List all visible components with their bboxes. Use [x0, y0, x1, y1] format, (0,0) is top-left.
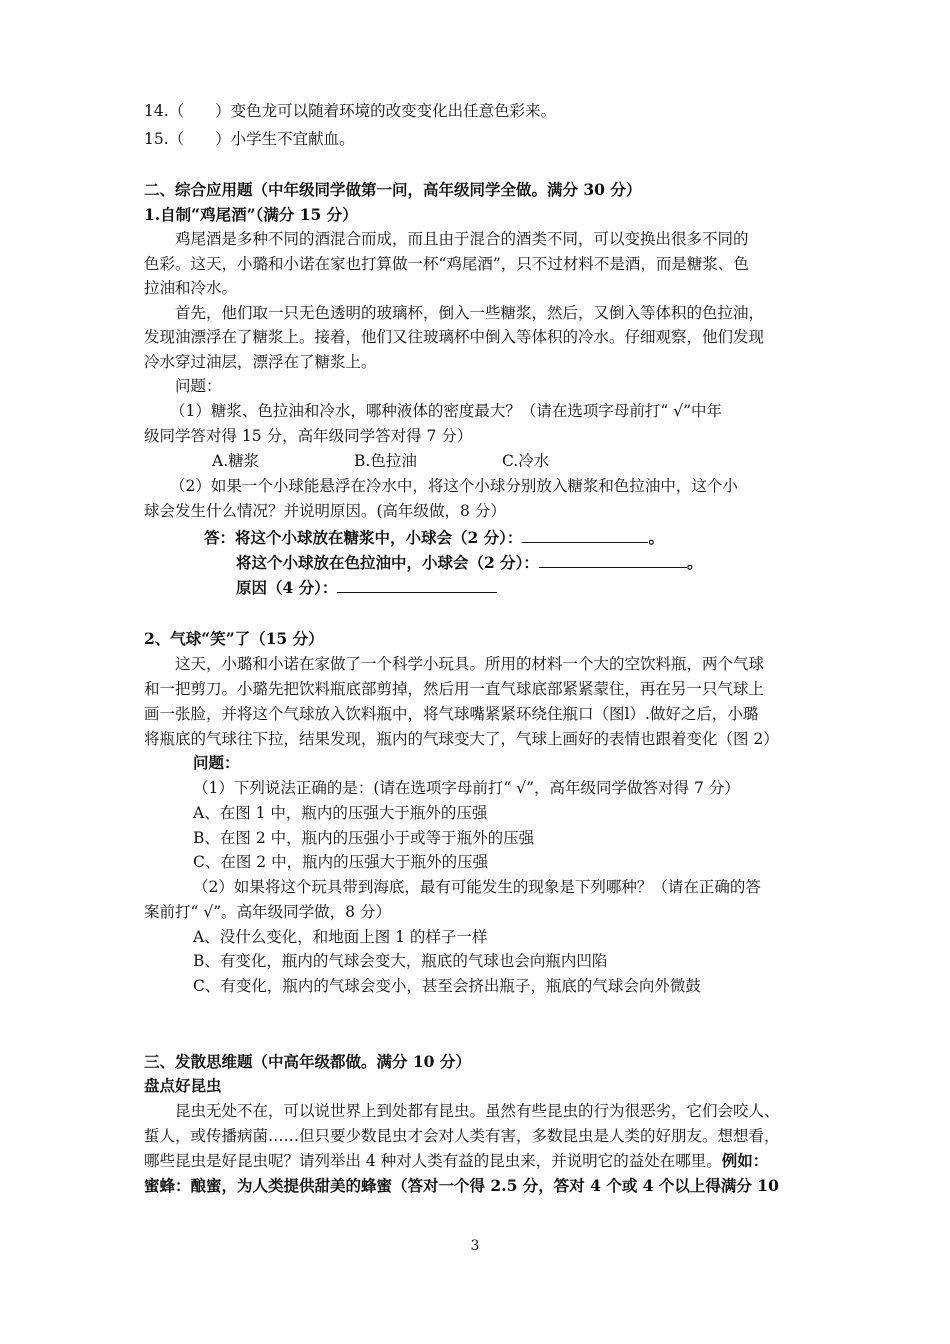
- q2-sub2-option-b: B、有变化，瓶内的气球会变大，瓶底的气球也会向瓶内凹陷: [193, 952, 608, 970]
- q2-sub2-line: 案前打“ √”。高年级同学做，8 分）: [144, 903, 391, 921]
- q2-sub2-option-c: C、有变化，瓶内的气球会变小，甚至会挤出瓶子，瓶底的气球会向外微鼓: [193, 977, 701, 995]
- q2-sub1-option-b: B、在图 2 中，瓶内的压强小于或等于瓶外的压强: [193, 829, 535, 847]
- q1-paragraph-line: 鸡尾酒是多种不同的酒混合而成，而且由于混合的酒类不同，可以变换出很多不同的: [175, 230, 749, 248]
- q1-option-b: B.色拉油: [354, 452, 417, 470]
- q1-option-a: A.糖浆: [212, 452, 260, 470]
- q1-sub2-line: 球会发生什么情况？并说明原因。(高年级做，8 分）: [144, 502, 506, 520]
- answer-end: 。: [686, 553, 703, 572]
- section3-line: 蜇人，或传播病菌……但只要少数昆虫才会对人类有害，多数昆虫是人类的好朋友。想想看，: [144, 1127, 780, 1145]
- answer-blank[interactable]: [522, 528, 648, 543]
- answer-end: 。: [648, 528, 664, 547]
- q2-wenti: 问题：: [193, 753, 240, 772]
- q2-sub1-option-a: A、在图 1 中，瓶内的压强大于瓶外的压强: [193, 804, 488, 822]
- q1-paragraph-line: 首先，他们取一只无色透明的玻璃杯，倒入一些糖浆，然后，又倒入等体积的色拉油，: [175, 304, 765, 322]
- q1-answer-1: [204, 528, 664, 548]
- q2-sub1-option-c: C、在图 2 中，瓶内的压强大于瓶外的压强: [193, 853, 489, 871]
- section3-example-label: 例如：: [721, 1151, 769, 1170]
- q1-option-c: C.冷水: [502, 452, 550, 470]
- section3-heading: 三、发散思维题（中高年级都做。满分 10 分）: [144, 1052, 471, 1071]
- answer-blank[interactable]: [539, 553, 687, 568]
- q2-paragraph-line: 这天，小璐和小诺在家做了一个科学小玩具。所用的材料一个大的空饮料瓶，两个气球: [175, 655, 765, 673]
- answer-blank[interactable]: [337, 578, 497, 593]
- section2-heading: 二、综合应用题（中年级同学做第一问，高年级同学全做。满分 30 分）: [144, 180, 642, 199]
- section3-line: 昆虫无处不在，可以说世界上到处都有昆虫。虽然有些昆虫的行为很恶劣，它们会咬人、: [175, 1102, 780, 1120]
- judge-q14: 14.（ ）变色龙可以随着环境的改变变化出任意色彩来。: [144, 102, 557, 120]
- page-number: 3: [470, 1238, 480, 1254]
- q1-sub1-line: 级同学答对得 15 分，高年级同学答对得 7 分）: [144, 427, 473, 445]
- q2-sub1: （1）下列说法正确的是：(请在选项字母前打“ √”，高年级同学做答对得 7 分）: [193, 779, 740, 797]
- answer-text: 原因（4 分）：: [236, 578, 338, 597]
- q1-paragraph-line: 发现油漂浮在了糖浆上。接着，他们又往玻璃杯中倒入等体积的冷水。仔细观察，他们发现: [144, 328, 765, 346]
- q2-paragraph-line: 将瓶底的气球往下拉，结果发现，瓶内的气球变大了，气球上画好的表情也跟着变化（图 2）: [144, 730, 779, 748]
- q1-sub2-line: （2）如果一个小球能悬浮在冷水中，将这个小球分别放入糖浆和色拉油中，这个小: [170, 477, 738, 495]
- q1-paragraph-line: 拉油和冷水。: [144, 279, 238, 297]
- q1-wenti: 问题：: [175, 377, 222, 395]
- q1-answer-3: [236, 578, 497, 598]
- answer-text: 将这个小球放在色拉油中，小球会（2 分）：: [236, 553, 539, 572]
- section3-title: 盘点好昆虫: [144, 1076, 222, 1095]
- q1-answer-2: [236, 553, 702, 573]
- answer-text: 答：将这个小球放在糖浆中，小球会（2 分）：: [204, 528, 523, 547]
- q2-sub2-option-a: A、没什么变化，和地面上图 1 的样子一样: [193, 928, 488, 946]
- q2-paragraph-line: 和一把剪刀。小璐先把饮料瓶底部剪掉，然后用一直气球底部紧紧蒙住，再在另一只气球上: [144, 680, 765, 698]
- q2-paragraph-line: 画一张脸，并将这个气球放入饮料瓶中，将气球嘴紧紧环绕住瓶口（图l）.做好之后，小璐: [144, 705, 759, 723]
- section3-text: 哪些昆虫是好昆虫呢？请列举出 4 种对人类有益的昆虫来，并说明它的益处在哪里。: [144, 1152, 722, 1170]
- q2-sub2-line: （2）如果将这个玩具带到海底，最有可能发生的现象是下列哪种？（请在正确的答: [193, 878, 761, 896]
- judge-q15: 15.（ ）小学生不宜献血。: [144, 130, 355, 148]
- q1-sub1-line: （1）糖浆、色拉油和冷水，哪种液体的密度最大？（请在选项字母前打“ √”中年: [170, 402, 723, 420]
- q1-paragraph-line: 色彩。这天，小璐和小诺在家也打算做一杯“鸡尾酒”，只不过材料不是酒，而是糖浆、色: [144, 255, 749, 273]
- q1-paragraph-line: 冷水穿过油层，漂浮在了糖浆上。: [144, 353, 377, 371]
- q1-title: 1.自制“鸡尾酒”（满分 15 分）: [144, 205, 358, 224]
- section3-line: 蜜蜂：酿蜜，为人类提供甜美的蜂蜜（答对一个得 2.5 分，答对 4 个或 4 个以上得满分 10: [144, 1176, 779, 1195]
- section3-line: [144, 1151, 768, 1171]
- q2-title: 2、气球“笑”了（15 分）: [144, 629, 324, 648]
